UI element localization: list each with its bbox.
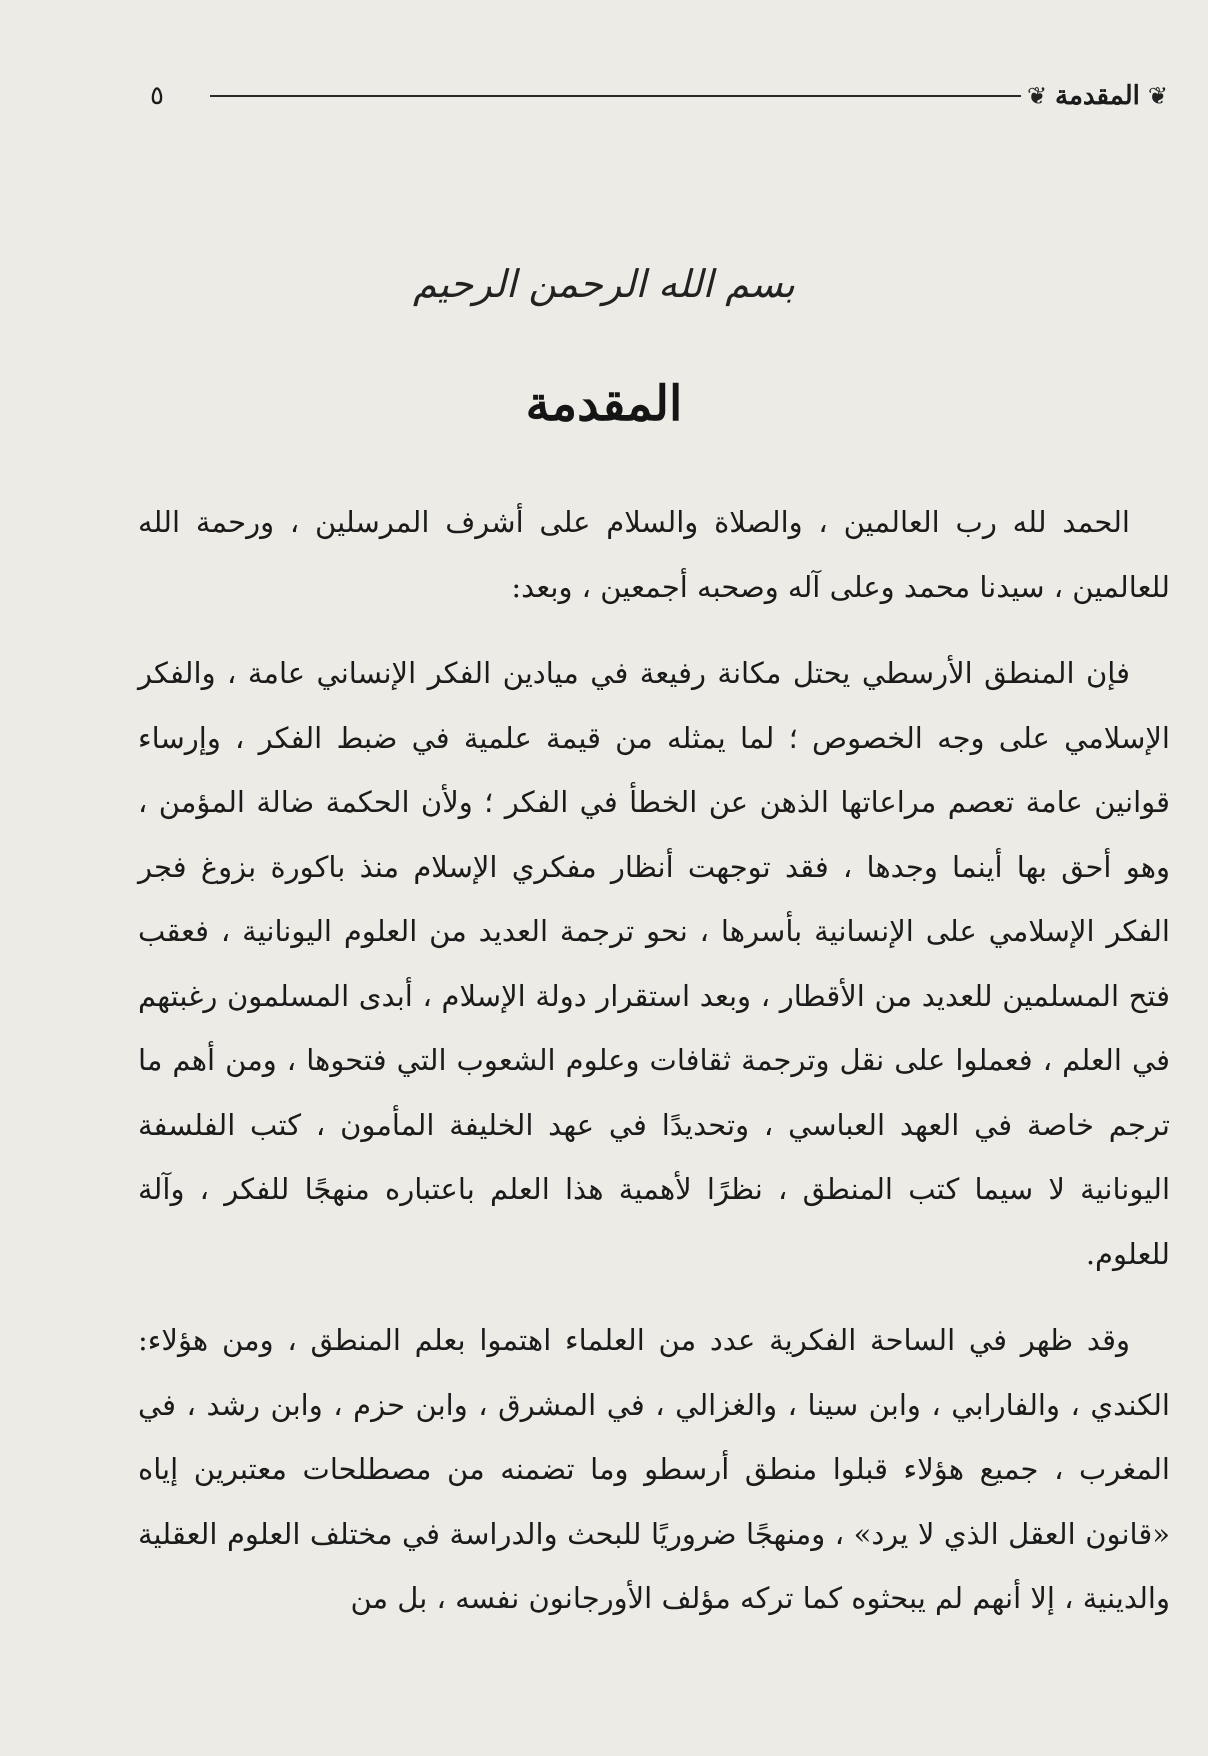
running-header <box>150 76 1168 116</box>
paragraph-1: الحمد لله رب العالمين ، والصلاة والسلام على أشرف المرسلين ، ورحمة الله للعالمين ، سيدنا محمد وعلى آله وصحبه أجمعين ، وبعد: <box>138 505 1170 604</box>
header-rule <box>210 95 1021 97</box>
page-number: ٥ <box>150 81 164 111</box>
basmala: بسم الله الرحمن الرحيم <box>413 262 795 306</box>
body-text <box>138 490 1170 1653</box>
paragraph-2: فإن المنطق الأرسطي يحتل مكانة رفيعة في ميادين الفكر الإنساني عامة ، والفكر الإسلامي على وجه الخصوص ؛ لما يمثله من قيمة علمية في ضبط الفكر ، وإرساء قوانين عامة تعصم مراعاتها الذهن عن الخطأ في الفكر ؛ ولأن الحكمة ضالة المؤمن ، وهو أحق بها أينما وجدها ، فقد توجهت أنظار مفكري الإسلام منذ باكورة بزوغ فجر الفكر الإسلامي على الإنسانية بأسرها ، نحو ترجمة العديد من العلوم اليونانية ، فعقب فتح المسلمين للعديد من الأقطار ، وبعد استقرار دولة الإسلام ، أبدى المسلمون رغبتهم في العلم ، فعملوا على نقل وترجمة ثقافات وعلوم الشعوب التي فتحوها ، ومن أهم ما ترجم خاصة في العهد العباسي ، وتحديدًا في عهد الخليفة المأمون ، كتب الفلسفة اليونانية لا سيما كتب المنطق ، نظرًا لأهمية هذا العلم باعتباره منهجًا للفكر ، وآلة للعلوم. <box>138 656 1170 1271</box>
ornament-right-icon: ❦ <box>1147 82 1168 110</box>
paragraph-3: وقد ظهر في الساحة الفكرية عدد من العلماء اهتموا بعلم المنطق ، ومن هؤلاء: الكندي ، والفارابي ، وابن سينا ، والغزالي ، في المشرق ، وابن حزم ، وابن رشد ، في المغرب ، جميع هؤلاء قبلوا منطق أرسطو وما تضمنه من مصطلحات معتبرين إياه «قانون العقل الذي لا يرد» ، ومنهجًا ضروريًا للبحث والدراسة في مختلف العلوم العقلية والدينية ، إلا أنهم لم يبحثوه كما تركه مؤلف الأورجانون نفسه ، بل من <box>138 1323 1170 1615</box>
header-title: المقدمة <box>1055 81 1140 111</box>
chapter-title: المقدمة <box>525 376 683 432</box>
ornament-left-icon: ❦ <box>1026 82 1048 110</box>
